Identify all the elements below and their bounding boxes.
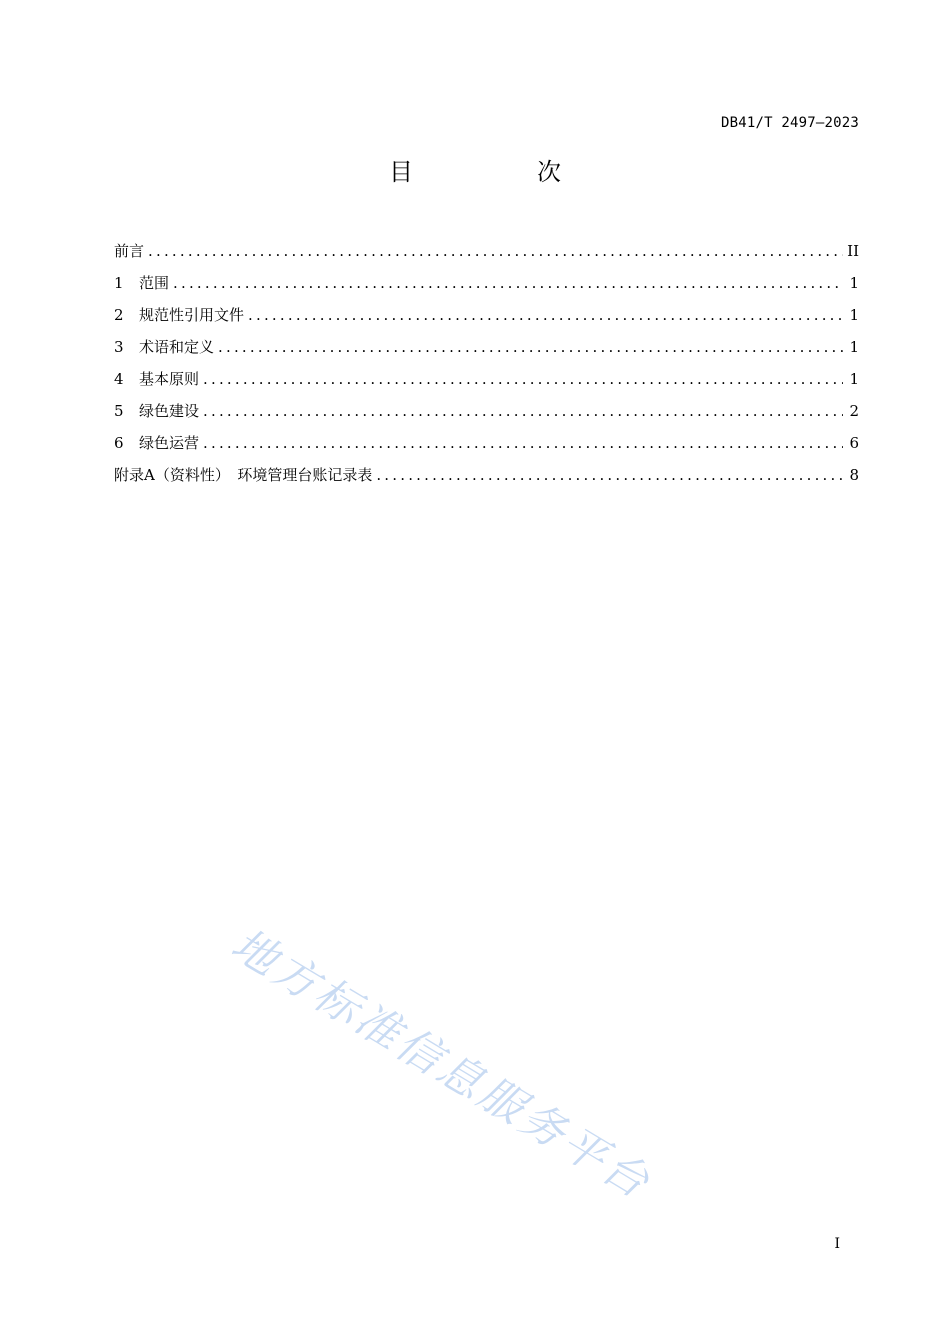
standard-code: DB41/T 2497—2023: [720, 115, 859, 131]
toc-section-number: 2: [114, 306, 124, 324]
toc-leader-dots: [203, 402, 843, 420]
toc-label: 前言: [114, 242, 145, 260]
toc-page-number: 2: [849, 402, 859, 420]
watermark: 地方标准信息服务平台: [222, 918, 661, 1210]
toc-entry-normative-references[interactable]: [114, 304, 859, 336]
toc-leader-dots: [148, 242, 843, 260]
toc-leader-dots: [248, 306, 843, 324]
toc-label: 基本原则: [139, 370, 200, 388]
page-number: I: [834, 1236, 840, 1252]
toc-section-number: 3: [114, 338, 124, 356]
toc-entry-scope[interactable]: [114, 272, 859, 304]
toc-section-number: 6: [114, 434, 124, 452]
toc-label: 附录A（资料性） 环境管理台账记录表: [114, 466, 373, 484]
toc-label: 绿色建设: [139, 402, 200, 420]
toc-page-number: 1: [849, 370, 859, 388]
toc-label: 范围: [139, 274, 170, 292]
toc-entry-preface[interactable]: [114, 240, 859, 272]
toc-section-number: 5: [114, 402, 124, 420]
toc-page-number: 1: [849, 274, 859, 292]
toc-leader-dots: [203, 370, 843, 388]
toc-page-number: II: [847, 242, 859, 260]
toc-entry-appendix-a[interactable]: [114, 464, 859, 496]
toc-page-number: 1: [849, 338, 859, 356]
toc-label: 规范性引用文件: [139, 306, 245, 324]
toc-entry-green-construction[interactable]: [114, 400, 859, 432]
toc-label: 绿色运营: [139, 434, 200, 452]
page-title: 目 次: [389, 158, 611, 186]
toc-section-number: 1: [114, 274, 124, 292]
toc-page-number: 6: [849, 434, 859, 452]
toc-leader-dots: [173, 274, 843, 292]
toc-entry-terms-definitions[interactable]: [114, 336, 859, 368]
toc-leader-dots: [376, 466, 843, 484]
toc-leader-dots: [218, 338, 843, 356]
toc-label: 术语和定义: [139, 338, 215, 356]
toc-entry-basic-principles[interactable]: [114, 368, 859, 400]
table-of-contents: [114, 240, 859, 496]
toc-page-number: 1: [849, 306, 859, 324]
toc-entry-green-operation[interactable]: [114, 432, 859, 464]
toc-leader-dots: [203, 434, 843, 452]
toc-section-number: 4: [114, 370, 124, 388]
toc-page-number: 8: [849, 466, 859, 484]
